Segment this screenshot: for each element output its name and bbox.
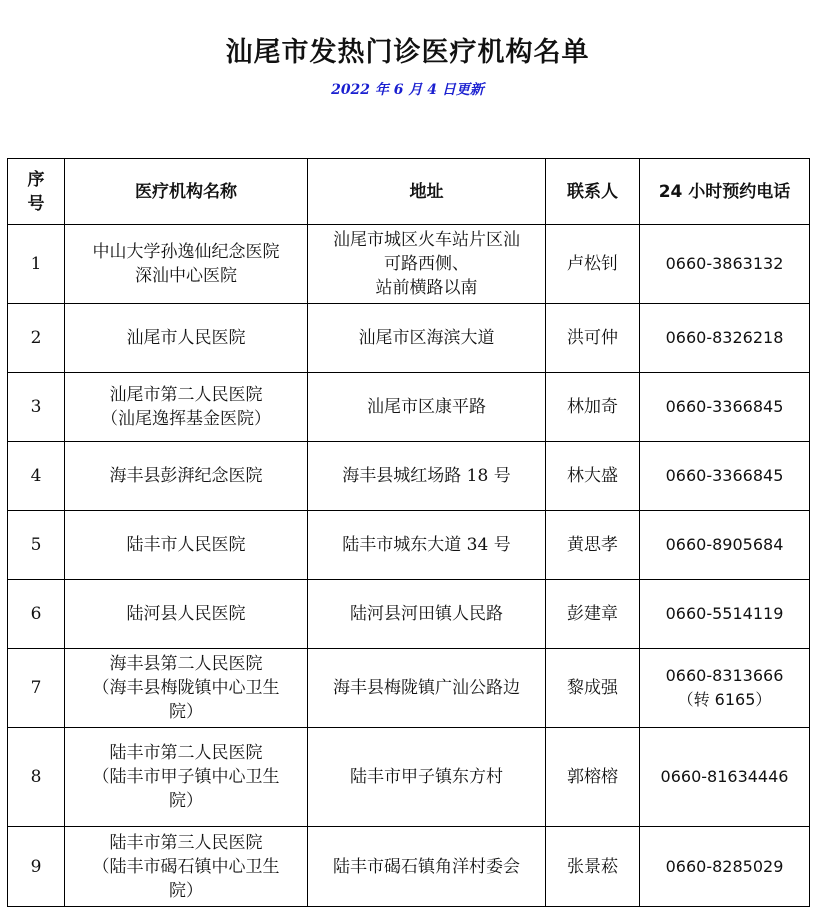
table-row — [8, 225, 810, 304]
name-line: 深汕中心医院 — [135, 266, 237, 286]
header-name: 医疗机构名称 — [65, 159, 308, 225]
address-line: 汕尾市区康平路 — [367, 397, 486, 417]
cell-phone — [640, 225, 810, 304]
cell-phone — [640, 580, 810, 649]
cell-name — [65, 511, 308, 580]
document-title: 汕尾市发热门诊医疗机构名单 — [225, 37, 590, 68]
address-line: 站前横路以南 — [375, 278, 478, 298]
cell-phone — [640, 373, 810, 442]
cell-contact: 郭榕榕 — [546, 728, 640, 827]
cell-address — [308, 649, 546, 728]
cell-contact: 黎成强 — [546, 649, 640, 728]
cell-index: 1 — [8, 225, 65, 304]
cell-contact: 黄思孝 — [546, 511, 640, 580]
name-line: 汕尾市第二人民医院 — [109, 385, 263, 405]
name-line: 陆丰市第二人民医院 — [109, 743, 263, 763]
address-line: 陆河县河田镇人民路 — [350, 604, 503, 624]
table-header-row — [8, 159, 810, 225]
header-index-line: 序 — [27, 169, 45, 190]
name-line: 中山大学孙逸仙纪念医院 — [92, 242, 280, 262]
cell-index: 5 — [8, 511, 65, 580]
name-line: （陆丰市甲子镇中心卫生 — [92, 767, 280, 787]
cell-name — [65, 304, 308, 373]
cell-address — [308, 511, 546, 580]
cell-name — [65, 225, 308, 304]
cell-index: 2 — [8, 304, 65, 373]
address-line: 陆丰市甲子镇东方村 — [350, 767, 503, 787]
address-line: 海丰县城红场路 18 号 — [342, 466, 511, 486]
table-body — [8, 225, 810, 907]
address-line: 汕尾市城区火车站片区汕 — [333, 230, 520, 250]
name-line: 院） — [169, 880, 203, 901]
table-row — [8, 728, 810, 827]
address-line: 汕尾市区海滨大道 — [358, 328, 495, 348]
phone-line: 0660-3366845 — [665, 466, 784, 485]
cell-address — [308, 225, 546, 304]
cell-phone — [640, 442, 810, 511]
cell-index: 4 — [8, 442, 65, 511]
hospital-table — [7, 158, 810, 907]
phone-line: 0660-3366845 — [665, 397, 784, 416]
cell-contact: 洪可仲 — [546, 304, 640, 373]
cell-address — [308, 827, 546, 907]
cell-address — [308, 442, 546, 511]
cell-address — [308, 580, 546, 649]
table-row — [8, 649, 810, 728]
cell-name — [65, 728, 308, 827]
table-row — [8, 304, 810, 373]
cell-name — [65, 580, 308, 649]
name-line: 陆河县人民医院 — [126, 604, 246, 624]
phone-line: 0660-8326218 — [665, 328, 784, 347]
phone-line: 0660-8905684 — [665, 535, 784, 554]
header-index-line: 号 — [27, 193, 45, 214]
address-line: 陆丰市城东大道 34 号 — [342, 535, 511, 555]
phone-line: 0660-5514119 — [665, 604, 784, 623]
header-index — [8, 159, 65, 225]
cell-contact: 卢松钊 — [546, 225, 640, 304]
cell-phone — [640, 511, 810, 580]
phone-line: 0660-8313666 — [665, 666, 784, 685]
cell-index: 8 — [8, 728, 65, 827]
phone-line: 0660-3863132 — [665, 254, 784, 273]
table-row — [8, 511, 810, 580]
cell-phone — [640, 304, 810, 373]
name-line: 陆丰市第三人民医院 — [109, 832, 263, 853]
cell-address — [308, 728, 546, 827]
cell-contact: 林加奇 — [546, 373, 640, 442]
table-row — [8, 827, 810, 907]
name-line: （海丰县梅陇镇中心卫生 — [92, 678, 280, 698]
name-line: （陆丰市碣石镇中心卫生 — [92, 856, 280, 877]
phone-line: （转 6165） — [677, 690, 772, 709]
cell-address — [308, 373, 546, 442]
address-line: 海丰县梅陇镇广汕公路边 — [333, 678, 520, 698]
header-contact: 联系人 — [546, 159, 640, 225]
cell-index: 3 — [8, 373, 65, 442]
cell-name — [65, 373, 308, 442]
cell-phone — [640, 649, 810, 728]
table-row — [8, 580, 810, 649]
name-line: 陆丰市人民医院 — [126, 535, 246, 555]
cell-index: 7 — [8, 649, 65, 728]
header-phone: 24 小时预约电话 — [640, 159, 810, 225]
phone-line: 0660-81634446 — [660, 767, 789, 786]
cell-contact: 张景菘 — [546, 827, 640, 907]
table-row — [8, 442, 810, 511]
name-line: 院） — [169, 791, 203, 811]
cell-index: 6 — [8, 580, 65, 649]
cell-contact: 林大盛 — [546, 442, 640, 511]
cell-name — [65, 649, 308, 728]
name-line: 海丰县第二人民医院 — [109, 654, 263, 674]
header-address: 地址 — [308, 159, 546, 225]
cell-index: 9 — [8, 827, 65, 907]
address-line: 可路西侧、 — [384, 254, 469, 274]
table-row — [8, 373, 810, 442]
name-line: 汕尾市人民医院 — [126, 328, 246, 348]
name-line: 院） — [169, 702, 203, 722]
address-line: 陆丰市碣石镇角洋村委会 — [333, 856, 520, 877]
phone-line: 0660-8285029 — [665, 856, 784, 876]
cell-name — [65, 827, 308, 907]
update-date: 2022 年 6 月 4 日更新 — [331, 82, 484, 98]
cell-contact: 彭建章 — [546, 580, 640, 649]
name-line: 海丰县彭湃纪念医院 — [109, 466, 263, 486]
name-line: （汕尾逸挥基金医院） — [101, 409, 271, 429]
cell-phone — [640, 728, 810, 827]
cell-address — [308, 304, 546, 373]
cell-name — [65, 442, 308, 511]
cell-phone — [640, 827, 810, 907]
